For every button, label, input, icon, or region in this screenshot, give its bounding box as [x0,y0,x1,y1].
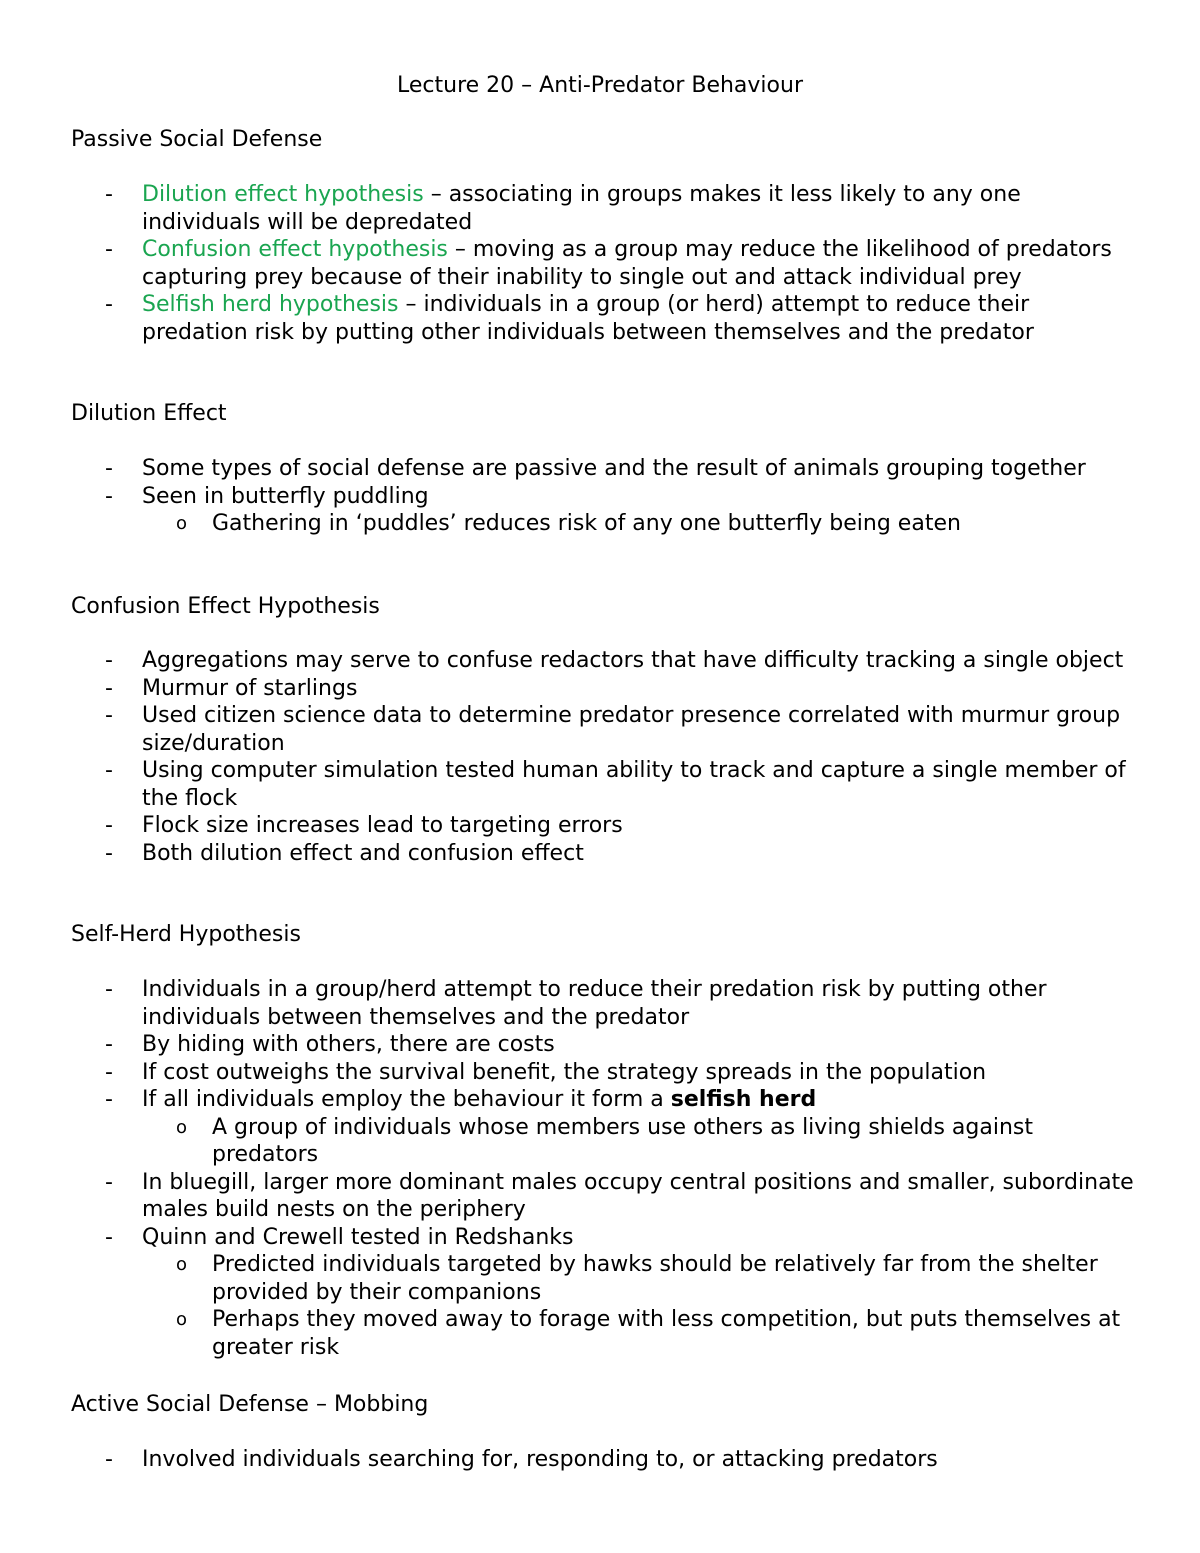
section-heading: Self-Herd Hypothesis [71,922,301,947]
bullet-list [0,647,1200,867]
item-text: If all individuals employ the behaviour it form a [142,1087,671,1112]
list-item [0,483,1200,538]
item-text: – moving as a group may reduce the likelihood of predators capturing prey because of their inability to single out and attack individual prey [142,237,1112,290]
sub-list [142,1251,1140,1361]
list-item: - Some types of social defense are passive and the result of animals grouping together [0,455,1200,483]
item-text: Seen in butterfly puddling [142,483,429,509]
list-item: - Used citizen science data to determine predator presence correlated with murmur group size/duration [0,702,1200,757]
section-heading: Passive Social Defense [71,127,323,152]
page-title: Lecture 20 – Anti-Predator Behaviour [397,73,803,98]
item-text: – individuals in a group (or herd) attempt to reduce their predation risk by putting other individuals between themselves and the predator [142,292,1034,345]
sub-list [142,510,1140,538]
bullet-list [0,976,1200,1361]
list-item [0,1224,1200,1362]
sub-list-item: o Perhaps they moved away to forage with less competition, but puts themselves at greater risk [142,1306,1140,1361]
item-text: – associating in groups makes it less likely to any one individuals will be depredated [142,182,1021,235]
list-item [0,291,1200,346]
list-item: - Murmur of starlings [0,675,1200,703]
list-item: - If cost outweighs the survival benefit, the strategy spreads in the population [0,1059,1200,1087]
list-item: - By hiding with others, there are costs [0,1031,1200,1059]
section-heading: Confusion Effect Hypothesis [71,594,380,619]
list-item: - Aggregations may serve to confuse redactors that have difficulty tracking a single object [0,647,1200,675]
term: Dilution effect hypothesis [142,182,424,207]
term: Selfish herd hypothesis [142,292,399,317]
sub-list-item: o Gathering in ‘puddles’ reduces risk of any one butterfly being eaten [142,510,1140,538]
list-item [0,236,1200,291]
list-item: - Using computer simulation tested human ability to track and capture a single member of the flock [0,757,1200,812]
term: Confusion effect hypothesis [142,237,448,262]
bold-term: selfish herd [670,1087,817,1112]
bullet-list [0,181,1200,346]
section-heading: Dilution Effect [71,401,227,426]
list-item: - In bluegill, larger more dominant males occupy central positions and smaller, subordinate males build nests on the periphery [0,1169,1200,1224]
item-text: Quinn and Crewell tested in Redshanks [142,1224,574,1250]
sub-list-item: o Predicted individuals targeted by hawks should be relatively far from the shelter provided by their companions [142,1251,1140,1306]
list-item [0,1086,1200,1169]
list-item: - Flock size increases lead to targeting errors [0,812,1200,840]
list-item: - Individuals in a group/herd attempt to reduce their predation risk by putting other individuals between themselves and the predator [0,976,1200,1031]
sub-list [142,1114,1140,1169]
list-item: - Both dilution effect and confusion effect [0,840,1200,868]
sub-list-item: o A group of individuals whose members use others as living shields against predators [142,1114,1140,1169]
section-heading: Active Social Defense – Mobbing [71,1392,429,1417]
bullet-list [0,1446,1200,1474]
list-item [0,181,1200,236]
list-item: - Involved individuals searching for, responding to, or attacking predators [0,1446,1200,1474]
bullet-list [0,455,1200,538]
